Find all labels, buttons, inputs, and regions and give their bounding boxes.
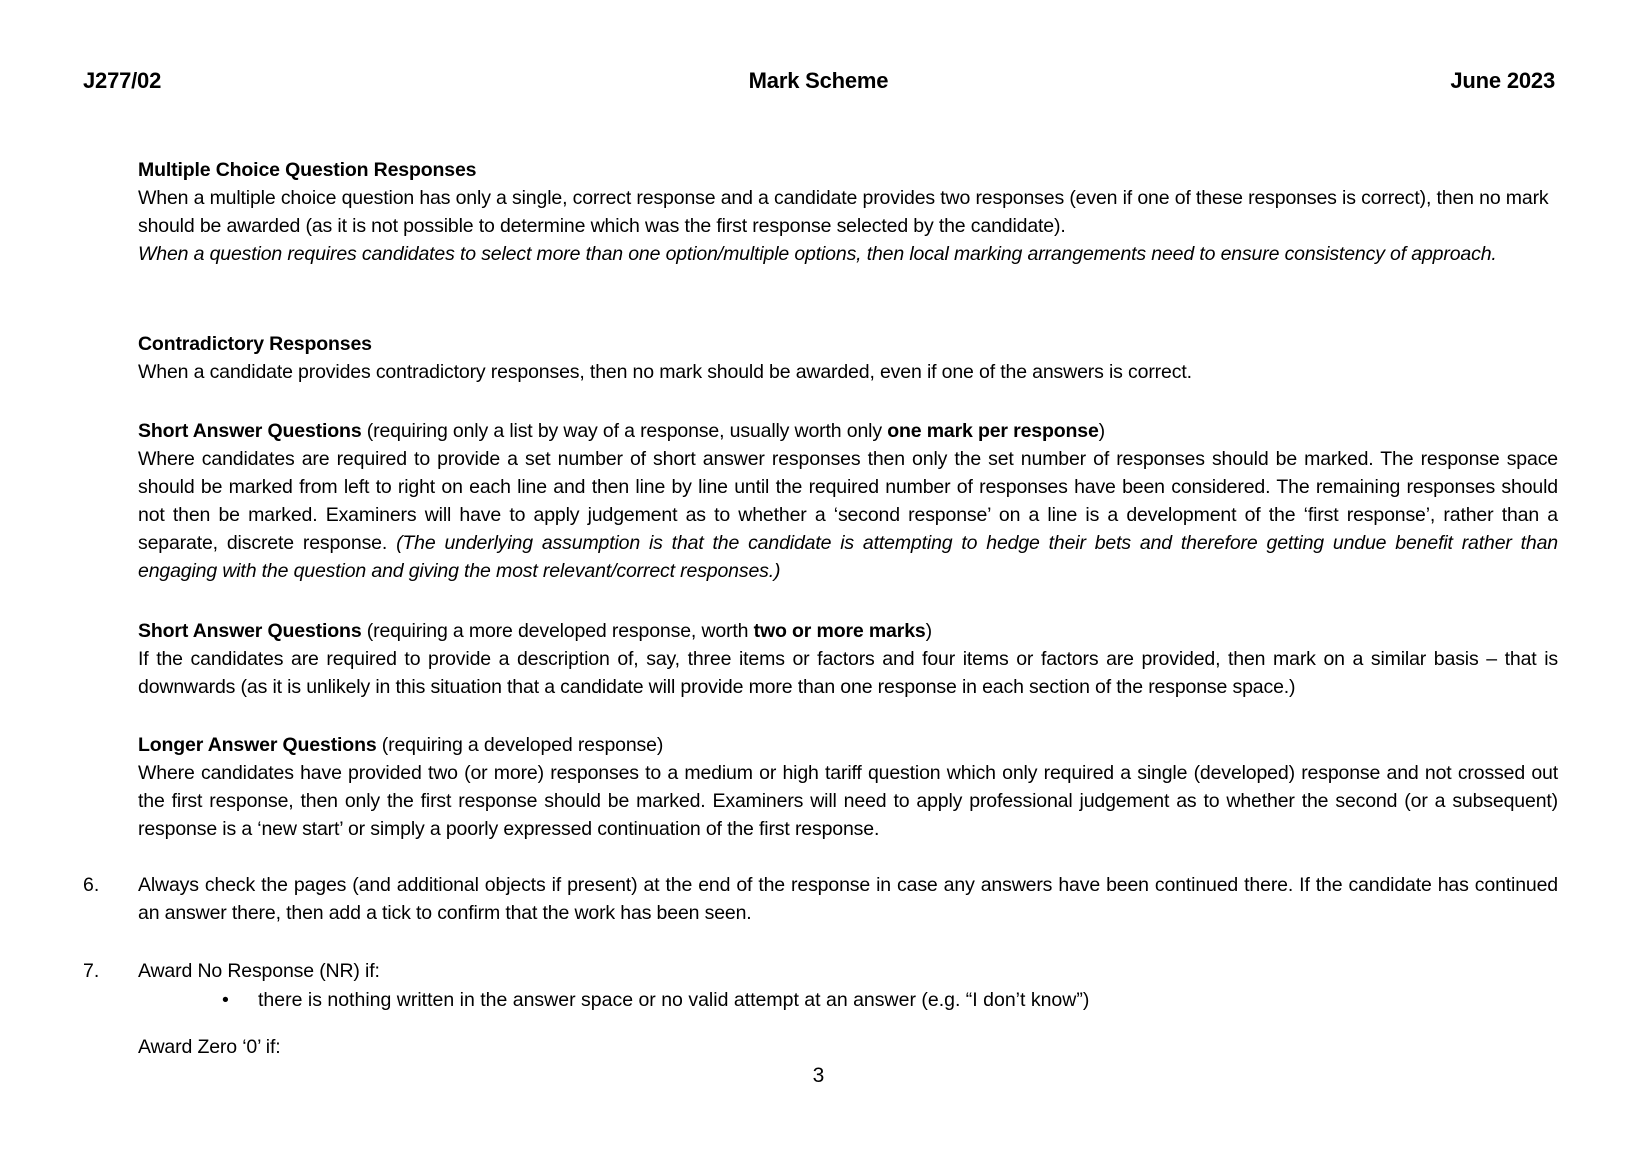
item-text: Always check the pages (and additional objects if present) at the end of the response in case any answers have been continued there. If the candidate has continued an answer there, then add a tick to confirm that the work has been seen. bbox=[138, 874, 1558, 924]
item-text: Award No Response (NR) if: bbox=[138, 960, 380, 982]
section-heading: Contradictory Responses bbox=[138, 333, 372, 355]
item-7 bbox=[138, 957, 1558, 985]
section-body: Where candidates are required to provide a set number of short answer responses then only the set number of responses should be marked. The response space should be marked from left to right on each line and then line by line until the required number of responses have been considered. The remaining responses should not then be marked. Examiners will have to apply judgement as to whether a ‘second response’ on a line is a development of the ‘first response’, rather than a separate, discrete response. bbox=[138, 448, 1558, 554]
bullet-text: there is nothing written in the answer space or no valid attempt at an answer (e.g. “I don’t know”) bbox=[258, 989, 1090, 1011]
section-heading: Longer Answer Questions bbox=[138, 734, 377, 756]
section-note: (The underlying assumption is that the candidate is attempting to hedge their bets and therefore getting undue benefit rather than engaging with the question and giving the most relevant/correct responses.) bbox=[138, 532, 1558, 582]
section-subtitle: (requiring only a list by way of a response, usually worth only bbox=[361, 420, 888, 442]
section-subtitle-emphasis: one mark per response bbox=[887, 420, 1099, 442]
section-body: Where candidates have provided two (or more) responses to a medium or high tariff question which only required a single (developed) response and not crossed out the first response, then only the first response should be marked. Examiners will need to apply professional judgement as to whether the second (or a subsequent) response is a ‘new start’ or simply a poorly expressed continuation of the first response. bbox=[138, 762, 1558, 840]
section-short-list bbox=[138, 417, 1558, 585]
item-7-followup bbox=[138, 1033, 1558, 1061]
section-heading: Short Answer Questions bbox=[138, 620, 362, 642]
bullet-item bbox=[222, 986, 1089, 1014]
section-subtitle: (requiring a developed response) bbox=[376, 734, 664, 756]
section-subtitle-end: ) bbox=[925, 620, 932, 642]
document-date: June 2023 bbox=[1450, 68, 1555, 93]
document-title: Mark Scheme bbox=[748, 68, 889, 93]
section-heading: Multiple Choice Question Responses bbox=[138, 159, 477, 181]
section-body: When a multiple choice question has only a single, correct response and a candidate provides two responses (even if one of these responses is correct), then no mark should be awarded (as it is not possible to determine which was the first response selected by the candidate). bbox=[138, 187, 1549, 237]
section-body: When a candidate provides contradictory responses, then no mark should be awarded, even if one of the answers is correct. bbox=[138, 361, 1192, 383]
section-heading: Short Answer Questions bbox=[138, 420, 362, 442]
item-number: 6. bbox=[83, 874, 100, 896]
section-body: If the candidates are required to provide a description of, say, three items or factors and four items or factors are provided, then mark on a similar basis – that is downwards (as it is unlikely in this situation that a candidate will provide more than one response in each section of the response space.) bbox=[138, 648, 1558, 698]
section-subtitle: (requiring a more developed response, worth bbox=[361, 620, 754, 642]
section-subtitle-end: ) bbox=[1098, 420, 1105, 442]
section-longer bbox=[138, 731, 1558, 843]
section-contradictory bbox=[138, 330, 1558, 386]
item-6 bbox=[138, 871, 1558, 927]
page-number: 3 bbox=[812, 1064, 825, 1087]
section-subtitle-emphasis: two or more marks bbox=[753, 620, 926, 642]
followup-text: Award Zero ‘0’ if: bbox=[138, 1036, 281, 1058]
section-note: When a question requires candidates to select more than one option/multiple options, then local marking arrangements need to ensure consistency of approach. bbox=[138, 243, 1497, 265]
document-code: J277/02 bbox=[83, 68, 162, 93]
section-mcq bbox=[138, 156, 1558, 268]
bullet-icon: • bbox=[222, 989, 229, 1011]
item-number: 7. bbox=[83, 960, 100, 982]
section-short-developed bbox=[138, 617, 1558, 701]
